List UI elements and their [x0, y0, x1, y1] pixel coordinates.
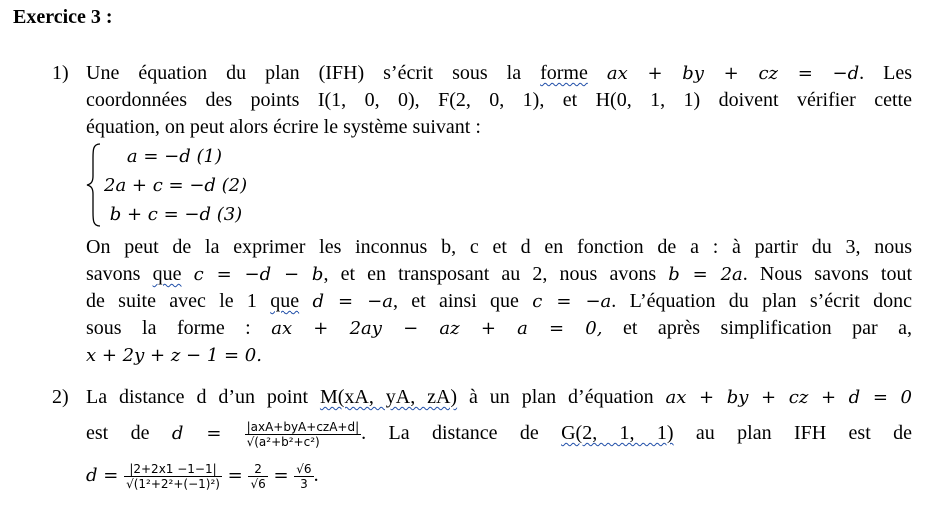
text: . Nous savons tout — [742, 263, 912, 285]
text: La distance d d’un point — [86, 386, 320, 408]
item-1-line-3: équation, on peut alors écrire le système suivant : — [86, 116, 481, 138]
text: au plan IFH est de — [673, 422, 912, 444]
system-eq-1: a = −d (1) — [104, 146, 222, 167]
plane-equation: ax + by + cz = −d — [606, 63, 860, 84]
plane-general-equation: ax + by + cz + d = 0 — [665, 387, 913, 408]
fraction-denominator: 3 — [300, 476, 308, 491]
text: à un plan d’équation — [457, 386, 666, 408]
system-lines — [104, 142, 304, 229]
exercise-title: Exercice 3 : — [13, 6, 113, 28]
que-word: que — [270, 290, 300, 312]
point-m: M(xA, yA, zA) — [319, 386, 458, 408]
fraction-1 — [124, 462, 222, 491]
distance-formula-fraction — [245, 420, 362, 449]
fraction-numerator: 2 — [248, 462, 267, 477]
period: . — [313, 464, 319, 486]
item-1-number: 1) — [52, 62, 69, 84]
text: . La distance de — [361, 422, 562, 444]
system-eq-2: 2a + c = −d (2) — [104, 175, 248, 196]
point-g: G(2, 1, 1) — [561, 422, 674, 444]
equation-d: d = −a — [312, 291, 393, 312]
text: , et en transposant au 2, nous avons — [323, 263, 669, 285]
fraction-numerator: √6 — [296, 461, 312, 476]
text: de suite avec le 1 — [86, 290, 271, 312]
text: sous la forme : — [86, 317, 272, 339]
equation-c: c = −d − b — [193, 264, 324, 285]
item-2-line-1 — [86, 384, 912, 411]
item-1-line-7 — [86, 315, 912, 342]
item-1-text-end: . Les — [859, 62, 912, 84]
text: , et ainsi que — [392, 290, 533, 312]
fraction-denominator: √(a²+b²+c²) — [246, 434, 320, 449]
item-2-line-2 — [86, 413, 912, 453]
text: est de — [86, 422, 172, 444]
item-1-line-5 — [86, 261, 912, 288]
item-1-line-2: coordonnées des points I(1, 0, 0), F(2, 0, 1), et H(0, 1, 1) doivent vérifier cette — [86, 89, 912, 111]
fraction-3 — [294, 462, 313, 491]
que-word: que — [152, 263, 182, 285]
item-1-line-4: On peut de la exprimer les inconnus b, c et d en fonction de a : à partir du 3, nous — [86, 236, 912, 258]
text: savons — [86, 263, 153, 285]
d-equals: d = — [171, 423, 245, 444]
item-1-rest — [86, 234, 912, 369]
fraction-denominator: √6 — [250, 476, 266, 491]
item-1-line-8: x + 2y + z − 1 = 0. — [86, 345, 262, 366]
equation-c: c = −a — [532, 291, 612, 312]
text: et après simplification par a, — [602, 317, 912, 339]
system-eq-3: b + c = −d (3) — [104, 204, 243, 225]
text: . L’équation du plan s’écrit donc — [611, 290, 912, 312]
fraction-2 — [248, 462, 267, 491]
fraction-numerator: |axA+byA+czA+d| — [246, 419, 360, 434]
item-1-line-6 — [86, 288, 912, 315]
item-1-line-1 — [86, 60, 912, 87]
item-1 — [86, 60, 912, 366]
item-2 — [86, 384, 912, 497]
d-equals: d = — [86, 465, 125, 486]
equals: = — [221, 465, 249, 486]
item-2-number: 2) — [52, 386, 69, 408]
equals: = — [267, 465, 295, 486]
equation-b: b = 2a — [668, 264, 743, 285]
fraction-denominator: √(1²+2²+(−1)²) — [126, 476, 220, 491]
item-2-line-3 — [86, 453, 912, 497]
left-brace-icon — [86, 142, 102, 228]
item-1-text: Une équation du plan (IFH) s’écrit sous la — [86, 62, 541, 84]
plane-equation-expanded: ax + 2ay − az + a = 0, — [271, 318, 603, 339]
forme-word: forme — [540, 62, 588, 84]
fraction-numerator: |2+2x1 −1−1| — [124, 462, 222, 477]
